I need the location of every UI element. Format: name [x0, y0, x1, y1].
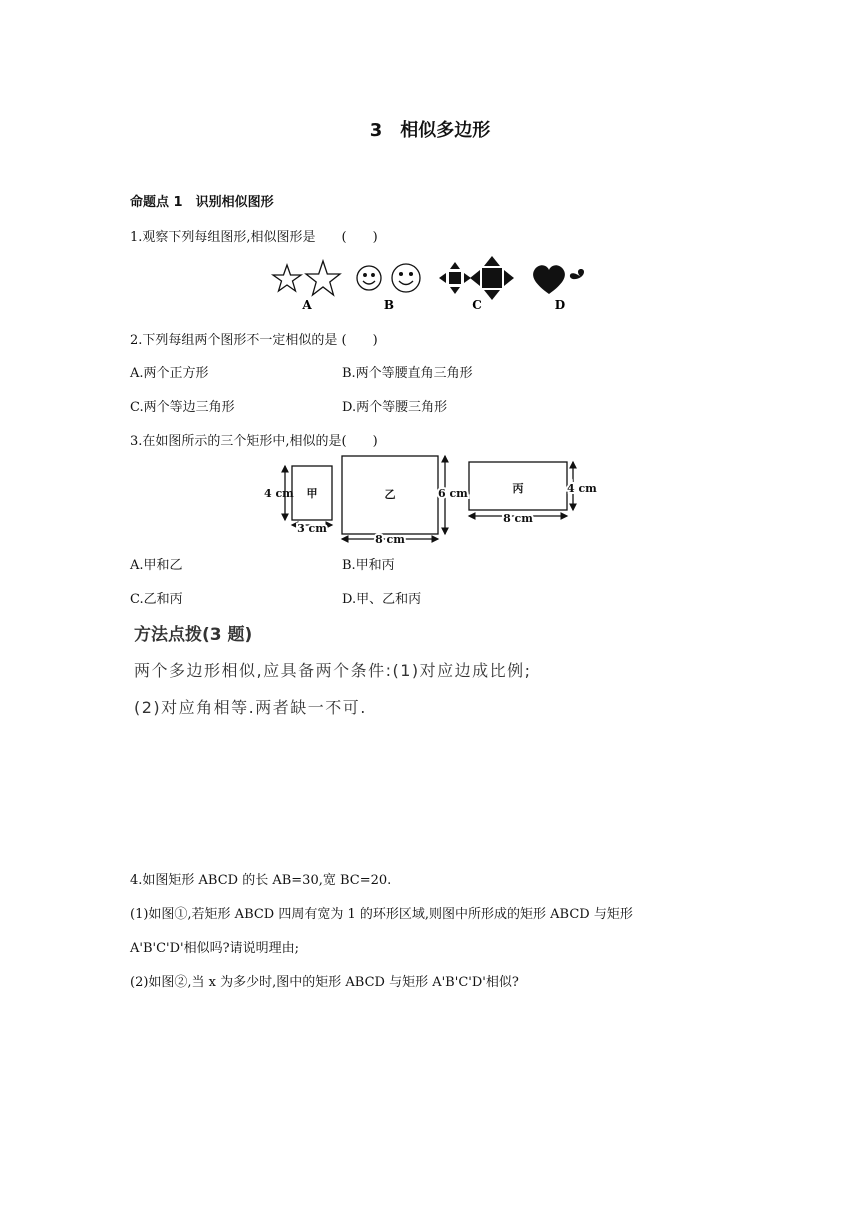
question-3-option-c: C.乙和丙 [130, 592, 183, 607]
method-tip-line-1: 两个多边形相似,应具备两个条件:(1)对应边成比例; [134, 661, 532, 680]
method-tip-title: 方法点拨(3 题) [134, 625, 253, 645]
heart-shape-icon [533, 265, 584, 294]
option-label-c: C [472, 298, 482, 312]
page-title: 3 相似多边形 [369, 120, 491, 141]
rect-jia-width-label: 3 cm [297, 522, 327, 535]
question-2-option-c: C.两个等边三角形 [130, 400, 235, 415]
question-3-figure [262, 452, 602, 544]
question-1-stem: 1.观察下列每组图形,相似图形是 ( ) [130, 230, 378, 245]
question-2-option-d: D.两个等腰三角形 [342, 400, 448, 415]
question-2-option-a: A.两个正方形 [130, 366, 209, 381]
method-tip-line-2: (2)对应角相等.两者缺一不可. [134, 698, 367, 717]
rect-jia-name: 甲 [306, 487, 318, 500]
option-label-d: D [554, 298, 566, 312]
question-3-stem: 3.在如图所示的三个矩形中,相似的是( ) [130, 434, 378, 449]
question-2-option-b: B.两个等腰直角三角形 [342, 366, 473, 381]
question-2-stem: 2.下列每组两个图形不一定相似的是 ( ) [130, 333, 378, 348]
question-3-option-d: D.甲、乙和丙 [342, 592, 422, 607]
question-4-part-1: (1)如图①,若矩形 ABCD 四周有宽为 1 的环形区域,则图中所形成的矩形 ABCD 与矩形 [130, 907, 633, 922]
rect-yi-height-label: 6 cm [438, 487, 468, 500]
four-arrow-cross-icon [439, 256, 514, 300]
smiley-face-icon [357, 264, 420, 292]
rect-bing-height-label: 4 cm [567, 482, 597, 495]
option-label-a: A [302, 298, 312, 312]
section-heading: 命题点 1 识别相似图形 [130, 195, 274, 210]
rect-bing-name: 丙 [512, 482, 524, 495]
rect-yi-width-label: 8 cm [375, 533, 405, 544]
star-outline-icon [273, 261, 340, 295]
question-4-part-1-continued: A'B'C'D'相似吗?请说明理由; [130, 941, 299, 956]
rect-bing-width-label: 8 cm [503, 512, 533, 525]
rect-yi-name: 乙 [384, 488, 396, 501]
question-1-figure [265, 256, 595, 316]
question-4-stem: 4.如图矩形 ABCD 的长 AB=30,宽 BC=20. [130, 873, 392, 888]
rect-jia-height-label: 4 cm [264, 487, 294, 500]
question-3-option-a: A.甲和乙 [130, 558, 183, 573]
option-label-b: B [383, 298, 395, 312]
question-3-option-b: B.甲和丙 [342, 558, 395, 573]
question-4-part-2: (2)如图②,当 x 为多少时,图中的矩形 ABCD 与矩形 A'B'C'D'相似? [130, 975, 519, 990]
